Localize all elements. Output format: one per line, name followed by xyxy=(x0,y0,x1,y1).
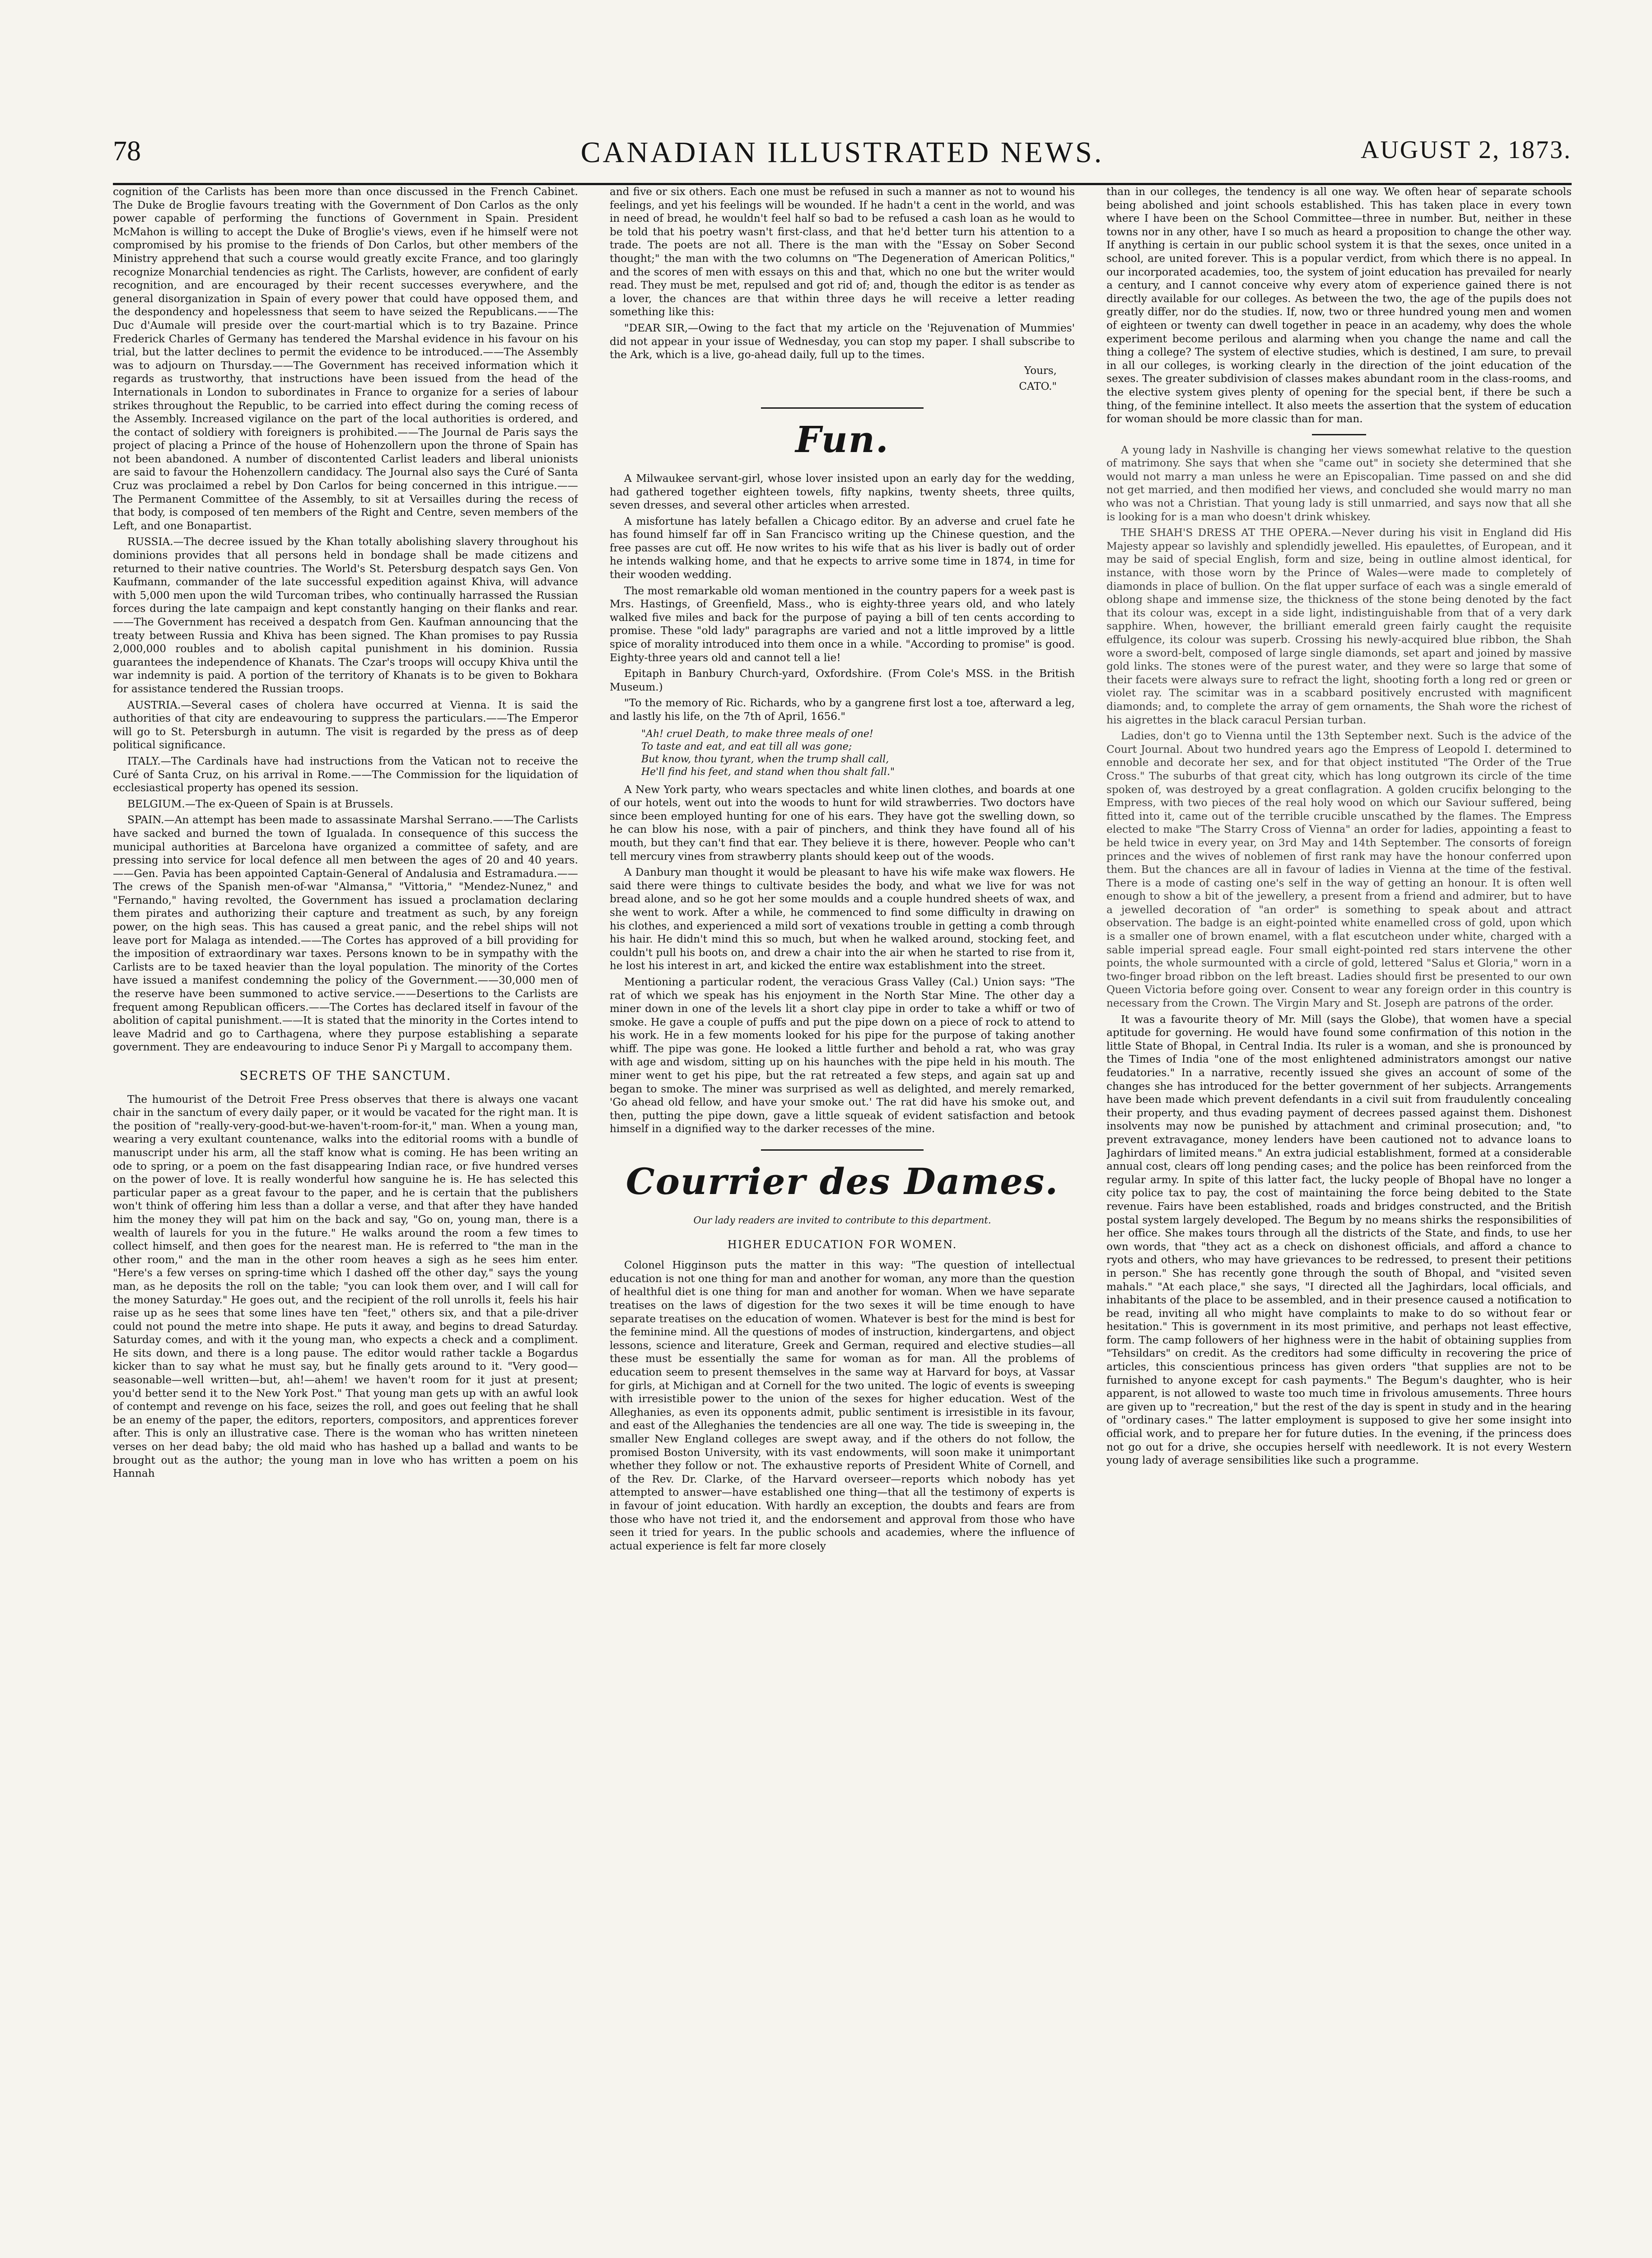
issue-date: AUGUST 2, 1873. xyxy=(1360,136,1572,164)
paragraph-foreign-news-russia: RUSSIA.—The decree issued by the Khan totally abolishing slavery throughout his dominions provides that all persons held in bondage shall be made citizens and returned to their native countries. The World's St. Petersburg despatch says Gen. Von Kaufmann, commander of the late successful expedition against Khiva, will advance with 5,000 men upon the wild Turcoman tribes, who continually harrassed the Russian forces during the late campaign and kept constantly hanging on their flanks and rear.——The Government has received a despatch from Gen. Kaufman announcing that the treaty between Russia and Khiva has been signed. The Khan promises to pay Russia 2,000,000 roubles and to abolish capital punishment in his dominion. Russia guarantees the independence of Khanats. The Czar's troops will occupy Khiva until the war indemnity is paid. A portion of the territory of Khanats is to be given to Bokhara for assistance tendered the Russian troops. xyxy=(113,536,578,695)
paragraph-fun: "To the memory of Ric. Richards, who by a gangrene first lost a toe, afterward a leg, and lastly his life, on the 7th of April, 1656." xyxy=(610,697,1075,723)
verse-line: He'll find his feet, and stand when thou shalt fall." xyxy=(641,766,895,778)
paragraph-bhopal: It was a favourite theory of Mr. Mill (says the Globe), that women have a special aptitude for governing. He would have found some confirmation of this notion in the little State of Bhopal, in Central India. Its ruler is a woman, and she is pronounced by the Times of India "one of the most enlightened administrators amongst our native feudatories." In a narrative, recently issued she gives an account of some of the changes she has introduced for the better government of her subjects. Arrangements have been made which prevent defendants in a civil suit from fraudulently concealing their property, and thus evading payment of decrees passed against them. Dishonest insolvents may now be punished by attachment and criminal prosecution; and, "to prevent extravagance, money lenders have been cautioned not to advance loans to Jaghirdars of limited means." An extra judicial establishment, formed at a considerable annual cost, clears off long pending cases; and the police has been reinforced from the regular army. In spite of this latter fact, the lucky people of Bhopal have no longer a city police tax to pay, the cost of maintaining the force being debited to the State revenue. Fairs have been established, roads and bridges constructed, and the British postal system largely developed. The Begum by no means shirks the responsibilities of her office. She makes tours through all the districts of the State, and finds, to use her own words, that "they act as a check on dishonest officials, and afford a chance to ryots and others, who may have grievances to be redressed, to present their petitions in person." She has recently gone through the south of Bhopal, and "visited seven mahals." "At each place," she says, "I directed all the Jaghirdars, local officials, and inhabitants of the place to be assembled, and in their presence caused a notification to be read, inviting all who might have complaints to make to do so without fear or hesitation." This is government in its most primitive, and perhaps not least effective, form. The camp followers of her highness were in the habit of obtaining supplies from "Tehsildars" on credit. As the creditors had some difficulty in recovering the price of articles, this conscientious princess has given orders "that supplies are not to be furnished to anyone except for cash payments." The Begum's daughter, who is heir apparent, is not allowed to waste too much time in frivolous amusements. Three hours are given up to "recreation," but the rest of the day is spent in study and in the hearing of "ordinary cases." The latter employment is supposed to give her some insight into official work, and to prepare her for future duties. In the evening, if the princess does not go out for a drive, she occupies herself with needlework. It is not every Western young lady of average sensibilities like such a programme. xyxy=(1106,1013,1572,1467)
column-right xyxy=(1106,185,1572,2258)
paragraph-fun: Mentioning a particular rodent, the veracious Grass Valley (Cal.) Union says: "The rat of which we speak has his enjoyment in the North Star Mine. The other day a miner down in one of the levels lit a short clay pipe in order to take a whiff or two of smoke. He gave a couple of puffs and put the pipe down on a piece of rock to attend to his work. He in a few moments looked for his pipe for the purpose of taking another whiff. The pipe was gone. He looked a little further and behold a rat, who was gray with age and wisdom, sitting up on his haunches with the pipe held in his mouth. The miner went to get his pipe, but the rat retreated a few steps, and again sat up and began to smoke. The miner was surprised as well as delighted, and merely remarked, 'Go ahead old fellow, and have your smoke out.' The rat did have his smoke out, and then, putting the pipe down, gave a little squeak of evident satisfaction and betook himself in a dignified way to the darker recesses of the mine. xyxy=(610,975,1075,1135)
paragraph-foreign-news-austria: AUSTRIA.—Several cases of cholera have occurred at Vienna. It is said the authorities of that city are endeavouring to suppress the particulars.——The Emperor will go to St. Petersburgh in autumn. The visit is regarded by the press as of deep political significance. xyxy=(113,699,578,751)
heading-fun: Fun. xyxy=(795,418,889,461)
paragraph-foreign-news-belgium: BELGIUM.—The ex-Queen of Spain is at Brussels. xyxy=(127,798,393,810)
verse-line: "Ah! cruel Death, to make three meals of one! xyxy=(641,728,873,740)
paragraph-foreign-news-spain: SPAIN.—An attempt has been made to assassinate Marshal Serrano.——The Carlists have sacked and burned the town of Igualada. In consequence of this success the municipal authorities at Barcelona have organized a committee of safety, and are pressing into service for local defence all men between the ages of 20 and 40 years.——Gen. Pavia has been appointed Captain-General of Andalusia and Estramadura.——The crews of the Spanish men-of-war "Almansa," "Vittoria," "Mendez-Nunez," and "Fernando," having revolted, the Government has issued a proclamation declaring them pirates and authorizing their capture and treatment as such, by any foreign power, on the high seas. This has caused a great panic, and the rebel ships will not leave port for Malaga as intended.——The Cortes has approved of a bill providing for the imposition of extraordinary war taxes. Persons known to be in sympathy with the Carlists are to be taxed heavier than the loyal population. The minority of the Cortes have issued a manifest condemning the policy of the Government.——30,000 men of the reserve have been summoned to active service.——Desertions to the Carlists are frequent among Republican officers.——The Cortes has declared itself in favour of the abolition of capital punishment.——It is stated that the minority in the Cortes intend to leave Madrid and go to Carthagena, where they purpose establishing a separate government. They are endeavouring to induce Senor Pi y Margall to accompany them. xyxy=(113,814,578,1054)
newspaper-title: CANADIAN ILLUSTRATED NEWS. xyxy=(580,136,1104,169)
epitaph-verse xyxy=(641,728,1075,779)
paragraph-higher-education-continued: than in our colleges, the tendency is all one way. We often hear of separate schools being abolished and joint schools established. This has taken place in every town where I have been on the School Committee—three in number. But, neither in these towns nor in any other, have I so much as heard a proposition to change the other way. If anything is certain in our public school system it is that the sexes, once united in a school, are united forever. This is a popular verdict, from which there is no appeal. In our incorporated academies, too, the system of joint education has prevailed for nearly a century, and I cannot conceive why every atom of experience gained there is not directly available for our colleges. As between the two, the age of the pupils does not greatly differ, nor do the studies. If, now, two or three hundred young men and women of eighteen or twenty can dwell together in peace in an academy, why does the whole experiment become perilous and alarming when you change the name and call the thing a college? The system of elective studies, which is destined, I am sure, to prevail in all our colleges, is working clearly in the direction of the joint education of the sexes. The greater subdivision of classes makes abundant room in the class-rooms, and the elective system gives plenty of opening for the special bent, if there be such a thing, of the feminine intellect. It also meets the assertion that the system of education for woman should be more classic than for man. xyxy=(1106,186,1572,425)
paragraph-fun: A Danbury man thought it would be pleasant to have his wife make wax flowers. He said there were things to cultivate besides the body, and what we live for was not bread alone, and so he got her some moulds and a couple hundred sheets of wax, and she went to work. After a while, he commenced to find some difficulty in drawing on his clothes, and experienced a mild sort of vexations trouble in getting a comb through his hair. He didn't mind this so much, but when he walked around, stocking feet, and couldn't pull his boots on, and drew a chair into the air when he started to rise from it, he lost his interest in art, and kicked the entire wax establishment into the street. xyxy=(610,866,1075,972)
paragraph-foreign-news-france: cognition of the Carlists has been more than once discussed in the French Cabinet. The Duke de Broglie favours treating with the Government of Don Carlos as the only power capable of performing the functions of Government in Spain. President McMahon is willing to accept the Duke of Broglie's views, even if he himself were not compromised by his promise to the friends of Don Carlos, but other members of the Ministry apprehend that such a course would greatly excite France, and too glaringly recognize Monarchial tendencies as right. The Carlists, however, are confident of early recognition, and are encouraged by their recent successes everywhere, and the general disorganization in Spain of every power that could have opposed them, and the despondency and hopelessness that seem to have seized the Republicans.——The Duc d'Aumale will preside over the court-martial which is to try Bazaine. Prince Frederick Charles of Germany has tendered the Marshal evidence in his favour on his trial, but the latter declines to permit the evidence to be introduced.——The Assembly was to adjourn on Thursday.——The Government has received information which it regards as trustworthy, that instructions have been issued from the head of the Internationals in London to subordinates in France to organize for a series of labour strikes throughout the Republic, to be carried into effect during the coming recess of the Assembly. Increased vigilance on the part of the local authorities is ordered, and the contact of soldiery with foreigners is prohibited.——The Journal de Paris says the project of placing a Prince of the house of Hohenzollern upon the throne of Spain has not been abandoned. A number of discontented Carlist leaders and liberal unionists are said to favour the Hohenzollern candidacy. The Journal also says the Curé of Santa Cruz was proclaimed a rebel by Don Carlos for being concerned in this intrigue.——The Permanent Committee of the Assembly, to sit at Versailles during the recess of that body, is composed of ten members of the Right and Centre, seven members of the Left, and one Bonapartist. xyxy=(113,186,578,532)
heading-courrier-des-dames: Courrier des Dames. xyxy=(625,1160,1059,1203)
paragraph-vienna-order: Ladies, don't go to Vienna until the 13th September next. Such is the advice of the Court Journal. About two hundred years ago the Empress of Leopold I. determined to ennoble and decorate her sex, and for that object instituted "The Order of the True Cross." The suburbs of that great city, which has long outgrown its circle of the time spoken of, was destroyed by a great conflagration. A golden crucifix belonging to the Empress, with two pieces of the real holy wood on which our Saviour suffered, being fitted into it, came out of the terrible crucible unscathed by the flames. The Empress elected to make "The Starry Cross of Vienna" an order for ladies, appointing a feast to be held twice in every year, on 3rd May and 14th September. The consorts of foreign princes and the wives of noblemen of first rank may have the honour conferred upon them. But the chances are all in favour of ladies in Vienna at the time of the festival. There is a mode of casting one's self in the way of getting an honour. It is often well enough to show a bit of the jewellery, a present from a friend and admirer, but to have a jewelled decoration of "an order" is something to speak about and attract observation. The badge is an eight-pointed white enamelled cross of gold, upon which is a smaller one of brown enamel, with a flat escutcheon under white, charged with a sable imperial spread eagle. Four small eight-pointed red stars intervene the other points, the whole surmounted with a circle of gold, lettered "Salus et Gloria," worn in a two-finger broad ribbon on the left breast. Ladies should first be presented to our own Queen Victoria before going over. Consent to wear any foreign order in this country is necessary from the Crown. The Virgin Mary and St. Joseph are patrons of the order. xyxy=(1106,730,1572,1010)
verse-line: But know, thou tyrant, when the trump shall call, xyxy=(641,753,889,765)
column-left xyxy=(113,185,578,2258)
heading-higher-education: HIGHER EDUCATION FOR WOMEN. xyxy=(727,1238,957,1251)
paragraph-fun: A Milwaukee servant-girl, whose lover insisted upon an early day for the wedding, had gathered together eighteen towels, fifty napkins, twenty sheets, three quilts, seven dresses, and several other articles when arrested. xyxy=(610,472,1075,512)
section-divider xyxy=(761,1149,924,1151)
paragraph-foreign-news-italy: ITALY.—The Cardinals have had instructions from the Vatican not to receive the Curé of Santa Cruz, on his arrival in Rome.——The Commission for the liquidation of ecclesiastical property has opened its session. xyxy=(113,755,578,794)
paragraph-fun: Epitaph in Banbury Church-yard, Oxfordshire. (From Cole's MSS. in the British Museum.) xyxy=(610,667,1075,693)
masthead xyxy=(113,126,1572,176)
paragraph-fun: A misfortune has lately befallen a Chicago editor. By an adverse and cruel fate he has found himself far off in San Francisco writing up the Chinese question, and the free passes are cut off. He now writes to his wife that as his liver is badly out of order he intends walking home, and that he expects to arrive some time in 1874, in time for their wooden wedding. xyxy=(610,515,1075,581)
paragraph-letter: "DEAR SIR,—Owing to the fact that my article on the 'Rejuvenation of Mummies' did not appear in your issue of Wednesday, you can stop my paper. I shall subscribe to the Ark, which is a live, go-ahead daily, full up to the times. xyxy=(610,322,1075,361)
page-number: 78 xyxy=(113,136,141,167)
paragraph-sanctum-continued: and five or six others. Each one must be refused in such a manner as not to wound his feelings, and yet his feelings will be wounded. If he hadn't a cent in the world, and was in need of bread, he wouldn't feel half so bad to be refused a cash loan as he would to be told that his poetry wasn't first-class, and that he'd better turn his attention to a trade. The poets are not all. There is the man with the "Essay on Sober Second thought;" the man with the two columns on "The Degeneration of American Politics," and the scores of men with essays on this and that, which no one but the writer would read. They must be met, repulsed and got rid of; and, though the editor is as tender as a lover, the chances are that within three days he will receive a letter reading something like this: xyxy=(610,186,1075,318)
paragraph-shah-dress: THE SHAH'S DRESS AT THE OPERA.—Never during his visit in England did His Majesty appear so lavishly and splendidly jewelled. His epaulettes, of European, and it may be said of special English, form and size, being in outline almost identical, for instance, with those worn by the Prince of Wales—were made to completely of diamonds in place of bullion. On the flat upper surface of each was a single emerald of oblong shape and immense size, the thickness of the stone being denoted by the fact that its colour was, except in a side light, indistinguishable from that of a very dark sapphire. When, however, the brilliant emerald green fairly caught the requisite effulgence, its colour was superb. Crossing his newly-acquired blue ribbon, the Shah wore a sword-belt, composed of large single diamonds, set apart and joined by massive gold links. The stones were of the purest water, and they were so large that some of their facets were always sure to refract the light, shooting forth a long red or green or violet ray. The scimitar was in a scabbard positively encrusted with magnificent diamonds; and, to complete the array of gem ornaments, the Shah wore the richest of his aigrettes in the black caracul Persian turban. xyxy=(1106,527,1572,726)
article-columns xyxy=(113,185,1572,2258)
paragraph-fun: A New York party, who wears spectacles and white linen clothes, and boards at one of our hotels, went out into the woods to hunt for wild strawberries. Two doctors have since been employed hunting for one of his ears. They have got the swelling down, so he can blow his nose, with a pair of pinchers, and think they have found all of his mouth, but they can't find that ear. They believe it is there, however. People who can't tell mercury vines from strawberry plants should keep out of the woods. xyxy=(610,783,1075,863)
heading-secrets-of-the-sanctum: SECRETS OF THE SANCTUM. xyxy=(239,1069,452,1083)
paragraph-fun: The most remarkable old woman mentioned in the country papers for a week past is Mrs. Hastings, of Greenfield, Mass., who is eighty-three years old, and who lately walked five miles and back for the purpose of paying a bill of ten cents according to promise. These "old lady" paragraphs are varied and not a little improved by a little spice of morality introduced into them once in a while. "According to promise" is good. Eighty-three years old and cannot tell a lie! xyxy=(610,584,1075,664)
letter-signoff-yours: Yours, xyxy=(1024,364,1057,377)
courrier-note: Our lady readers are invited to contribute to this department. xyxy=(693,1215,991,1226)
paragraph-higher-education: Colonel Higginson puts the matter in this way: "The question of intellectual education is not one thing for man and another for woman, any more than the question of healthful diet is one thing for man and another for woman. When we have separate treatises on the laws of digestion for the two sexes it will be time enough to have separate treatises on the education of women. Whatever is best for the mind is best for the feminine mind. All the questions of modes of instruction, kindergartens, and object lessons, science and literature, Greek and German, required and elective studies—all these must be essentially the same for woman as for man. All the problems of education seem to present themselves in the same way at Harvard for boys, at Vassar for girls, at Michigan and at Cornell for the two united. The logic of events is sweeping with irresistible power to the union of the sexes for higher education. West of the Alleghanies, as even its opponents admit, public sentiment is irresistible in its favour, and east of the Alleghanies the tendencies are all one way. The tide is sweeping in, the smaller New England colleges are swept away, and if the others do not follow, the promised Boston University, with its vast endowments, will soon make it unimportant whether they follow or not. The exhaustive reports of President White of Cornell, and of the Rev. Dr. Clarke, of the Harvard overseer—reports which nobody has yet attempted to answer—have established one thing—that all the testimony of experts is in favour of joint education. With hardly an exception, the doubts and fears are from those who have not tried it, and the endorsement and approval from those who have seen it tried for years. In the public schools and academies, where the influence of actual experience is felt far more closely xyxy=(610,1259,1075,1552)
paragraph-divider xyxy=(1312,434,1366,435)
paragraph-nashville-lady: A young lady in Nashville is changing her views somewhat relative to the question of matrimony. She says that when she "came out" in society she determined that she would not marry a man unless he were an Episcopalian. Time passed on and she did not get married, and then modified her views, and concluded she would marry no man who was not a Christian. That young lady is still unmarried, and says now that all she is looking for is a man who doesn't drink whiskey. xyxy=(1106,443,1572,523)
paragraph-sanctum: The humourist of the Detroit Free Press observes that there is always one vacant chair in the sanctum of every daily paper, or it would be vacated for the right man. It is the position of "really-very-good-but-we-haven't-room-for-it," man. When a young man, wearing a very exultant countenance, walks into the editorial rooms with a bundle of manuscript under his arm, all the staff know what is coming. He has been writing an ode to spring, or a poem on the fast disappearing Indian race, or five hundred verses on the power of love. It is really wonderful how sanguine he is. He has selected this particular paper as a great favour to the paper, and he is certain that the publishers won't think of offering him less than a dollar a verse, and that after they have handed him the money they will pat him on the back and say, "Go on, young man, there is a wealth of laurels for you in the future." He walks around the room a few times to collect himself, and then goes for the nearest man. He is referred to "the man in the other room," and the man in the other room heaves a sigh as he sees him enter. "Here's a few verses on spring-time which I dashed off the other day," says the young man, as he deposits the roll on the table; "you can look them over, and I will call for the money Saturday." He goes out, and the recipient of the roll unrolls it, feels his hair raise up as he sees that some lines have ten "feet," others six, and that a pile-driver could not pound the metre into shape. He puts it away, and begins to dread Saturday. Saturday comes, and with it the young man, who expects a check and a compliment. He sits down, and there is a long pause. The editor would rather tackle a Bogardus kicker than to say what he must say, but he finally gets around to it. "Very good—seasonable—well written—but, ah!—ahem! we haven't room for it just at present; you'd better send it to the New York Post." That young man gets up with an awful look of contempt and revenge on his face, seizes the roll, and goes out feeling that he shall be an enemy of the paper, the editors, reporters, compositors, and apprentices forever after. This is only an illustrative case. There is the woman who has written nineteen verses on her dead baby; the old maid who has hashed up a ballad and wants to be brought out as the author; the young man in love who has written a poem on his Hannah xyxy=(113,1093,578,1480)
newspaper-page xyxy=(113,113,1572,2258)
column-middle xyxy=(610,185,1075,2258)
verse-line: To taste and eat, and eat till all was gone; xyxy=(641,741,852,752)
letter-signoff-name: CATO." xyxy=(1019,381,1057,393)
section-divider xyxy=(761,407,924,409)
